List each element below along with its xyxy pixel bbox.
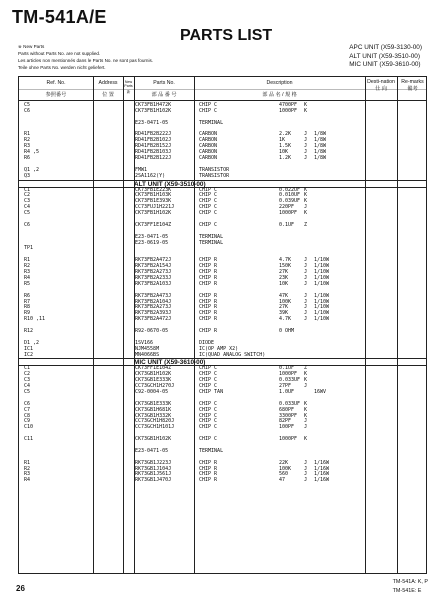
cell-tolerance: J: [304, 269, 308, 276]
cell-ref-no: R2: [24, 137, 31, 144]
cell-rating: 1/16W: [314, 459, 330, 466]
cell-description: CHIP R: [199, 310, 218, 317]
cell-ref-no: R6: [24, 155, 31, 162]
cell-description: CHIP C: [199, 436, 218, 443]
cell-value: 0.033UF: [279, 400, 301, 407]
cell-value: 82PF: [279, 418, 292, 425]
cell-description: CHIP C: [199, 400, 218, 407]
cell-value: 10K: [279, 280, 289, 287]
cell-description: CHIP R: [199, 327, 218, 334]
cell-ref-no: C1: [24, 186, 31, 193]
table-row: [19, 109, 426, 115]
cell-value: 100K: [279, 465, 292, 472]
cell-rating: 1/10W: [314, 280, 330, 287]
col-remarks: Re-marks 備考: [401, 79, 424, 92]
section-title: MIC UNIT (X59-3610-00): [134, 359, 206, 367]
note-german: Teile ohne Parts No. werden nicht geliefert.: [18, 65, 106, 70]
cell-ref-no: C2: [24, 192, 31, 199]
cell-value: 27K: [279, 269, 289, 276]
cell-rating: 1/10W: [314, 269, 330, 276]
cell-parts-no: E23-0619-05: [135, 239, 169, 246]
section-title: ALT UNIT (X59-3510-00): [134, 180, 206, 188]
cell-value: 100K: [279, 298, 292, 305]
cell-tolerance: Z: [304, 365, 308, 372]
cell-ref-no: R1: [24, 257, 31, 264]
cell-ref-no: R4 ,5: [24, 149, 40, 156]
note-english: Parts without Parts No. are not supplied.: [18, 51, 101, 56]
cell-ref-no: R12: [24, 327, 34, 334]
cell-ref-no: C5: [24, 210, 31, 217]
table-row: [19, 390, 426, 396]
cell-parts-no: CK73FB1E223K: [135, 186, 172, 193]
cell-tolerance: J: [304, 310, 308, 317]
table-row: [19, 223, 426, 229]
cell-description: TERMINAL: [199, 447, 224, 454]
cell-value: 680PF: [279, 406, 295, 413]
cell-parts-no: RK73FB2A472J: [135, 257, 172, 264]
cell-value: 47: [279, 477, 286, 484]
cell-tolerance: K: [304, 107, 308, 114]
cell-parts-no: C92-0004-05: [135, 388, 169, 395]
cell-rating: 1/10W: [314, 257, 330, 264]
col-description: Description 部 品 名 / 規 格: [262, 80, 297, 98]
cell-parts-no: CC73GCH1H820J: [135, 418, 175, 425]
cell-parts-no: FMW1: [135, 166, 148, 173]
col-new-parts: New Parts 新: [124, 80, 133, 94]
table-row: [19, 329, 426, 335]
cell-ref-no: R3: [24, 471, 31, 478]
cell-tolerance: J: [304, 465, 308, 472]
cell-description: CARBON: [199, 137, 218, 144]
cell-ref-no: C9: [24, 418, 31, 425]
cell-tolerance: J: [304, 304, 308, 311]
note-french: Les articles non mentionnés dans le Parts No. ne sont pas fournis.: [18, 58, 154, 63]
cell-value: 1000PF: [279, 210, 298, 217]
model-variants: [393, 578, 428, 596]
page-number: 26: [16, 584, 25, 593]
cell-ref-no: C1: [24, 365, 31, 372]
cell-parts-no: RK73FB2A472J: [135, 316, 172, 323]
cell-value: 3300PF: [279, 412, 298, 419]
cell-rating: 1/16W: [314, 465, 330, 472]
table-row: [19, 449, 426, 455]
cell-parts-no: RK73GB1J223J: [135, 459, 172, 466]
cell-description: CHIP TAN: [199, 388, 224, 395]
cell-parts-no: E23-0471-05: [135, 119, 169, 126]
unit-list: [349, 44, 422, 70]
cell-tolerance: J: [304, 459, 308, 466]
table-row: [19, 211, 426, 217]
cell-rating: 1/8W: [314, 131, 327, 138]
cell-description: TERMINAL: [199, 239, 224, 246]
cell-ref-no: C8: [24, 412, 31, 419]
cell-description: CHIP C: [199, 406, 218, 413]
cell-ref-no: Q1 ,2: [24, 166, 40, 173]
cell-description: DIODE: [199, 339, 215, 346]
cell-description: CHIP R: [199, 459, 218, 466]
table-row: [19, 425, 426, 431]
cell-value: 10K: [279, 149, 289, 156]
cell-ref-no: C4: [24, 204, 31, 211]
cell-ref-no: C5: [24, 102, 31, 108]
table-row: [19, 437, 426, 443]
cell-value: 1.2K: [279, 155, 292, 162]
cell-ref-no: TP1: [24, 245, 34, 252]
cell-value: 1.5K: [279, 143, 292, 150]
col-ref-no: Ref. No. 参照番号: [45, 80, 67, 98]
cell-ref-no: IC1: [24, 345, 34, 352]
unit-alt: ALT UNIT (X59-3510-00): [349, 52, 420, 60]
cell-parts-no: MN4066BS: [135, 351, 160, 358]
cell-description: CHIP C: [199, 210, 218, 217]
cell-ref-no: R1: [24, 459, 31, 466]
cell-parts-no: E23-0471-05: [135, 447, 169, 454]
cell-value: 1000PF: [279, 107, 298, 114]
cell-description: CARBON: [199, 131, 218, 138]
cell-ref-no: Q3: [24, 172, 31, 179]
cell-tolerance: K: [304, 102, 308, 108]
cell-description: CARBON: [199, 155, 218, 162]
cell-description: CHIP C: [199, 192, 218, 199]
cell-value: 22K: [279, 459, 289, 466]
table-row: [19, 282, 426, 288]
cell-value: 0.010UF: [279, 192, 301, 199]
cell-description: CHIP C: [199, 377, 218, 384]
cell-parts-no: RD41FB2B152J: [135, 143, 172, 150]
cell-value: 0 OHM: [279, 327, 295, 334]
cell-parts-no: CK73FF1E104Z: [135, 365, 172, 372]
cell-ref-no: R4: [24, 477, 31, 484]
cell-description: IC(QUAD ANALOG SWITCH): [199, 351, 266, 358]
cell-description: CHIP C: [199, 365, 218, 372]
cell-ref-no: C10: [24, 424, 34, 431]
cell-parts-no: RK73FB2A103J: [135, 280, 172, 287]
cell-rating: 1/10W: [314, 274, 330, 281]
cell-ref-no: R10 ,11: [24, 316, 46, 323]
cell-tolerance: Z: [304, 221, 308, 228]
cell-tolerance: K: [304, 436, 308, 443]
cell-rating: 1/8W: [314, 155, 327, 162]
cell-parts-no: RK73FB2A233J: [135, 274, 172, 281]
col-destination: Desti-nation 仕 向: [367, 79, 395, 92]
table-row: [19, 121, 426, 127]
cell-value: 0.1UF: [279, 365, 295, 372]
cell-parts-no: CK73GB1H681K: [135, 406, 172, 413]
cell-tolerance: J: [304, 274, 308, 281]
cell-parts-no: CK73GB1E333K: [135, 400, 172, 407]
cell-parts-no: CK73FB1E393K: [135, 198, 172, 205]
cell-ref-no: R2: [24, 263, 31, 270]
parts-table: [18, 76, 427, 574]
cell-ref-no: C6: [24, 400, 31, 407]
cell-tolerance: K: [304, 371, 308, 378]
section-header: [19, 180, 426, 188]
cell-description: TERMINAL: [199, 233, 224, 240]
cell-description: CHIP R: [199, 257, 218, 264]
cell-description: CHIP R: [199, 269, 218, 276]
cell-value: 560: [279, 471, 289, 478]
cell-value: 4700PF: [279, 102, 298, 108]
cell-parts-no: RK73FB2A273J: [135, 304, 172, 311]
unit-apc: APC UNIT (X59-3130-00): [349, 44, 422, 51]
cell-value: 150K: [279, 263, 292, 270]
cell-description: CHIP C: [199, 371, 218, 378]
cell-rating: 1/8W: [314, 149, 327, 156]
cell-parts-no: CK73FB1H102K: [135, 210, 172, 217]
cell-parts-no: RD41FB2B222J: [135, 131, 172, 138]
cell-ref-no: C6: [24, 221, 31, 228]
table-body: [19, 103, 426, 484]
cell-tolerance: J: [304, 418, 308, 425]
cell-ref-no: IC2: [24, 351, 34, 358]
cell-parts-no: CK73GB1H102K: [135, 371, 172, 378]
cell-parts-no: CK73GB1H102K: [135, 436, 172, 443]
cell-description: TERMINAL: [199, 119, 224, 126]
cell-parts-no: NJM4558M: [135, 345, 160, 352]
cell-rating: 1/8W: [314, 137, 327, 144]
cell-tolerance: J: [304, 292, 308, 299]
cell-description: CHIP C: [199, 204, 218, 211]
cell-tolerance: J: [304, 149, 308, 156]
col-parts-no: Parts No. 部 品 番 号: [151, 80, 177, 98]
cell-ref-no: C6: [24, 107, 31, 114]
cell-parts-no: CK73FB1H102K: [135, 107, 172, 114]
cell-ref-no: R4: [24, 274, 31, 281]
cell-ref-no: R2: [24, 465, 31, 472]
cell-description: CHIP R: [199, 298, 218, 305]
cell-ref-no: R6: [24, 292, 31, 299]
cell-ref-no: R3: [24, 143, 31, 150]
cell-tolerance: K: [304, 192, 308, 199]
cell-value: 2.2K: [279, 131, 292, 138]
cell-parts-no: RD41FB2B103J: [135, 149, 172, 156]
cell-ref-no: R8: [24, 304, 31, 311]
cell-tolerance: K: [304, 406, 308, 413]
cell-ref-no: C2: [24, 371, 31, 378]
cell-parts-no: CK73FB1H103K: [135, 192, 172, 199]
cell-parts-no: 2SA1162(Y): [135, 172, 166, 179]
cell-tolerance: K: [304, 210, 308, 217]
cell-description: CHIP R: [199, 477, 218, 484]
cell-parts-no: RK73FB2A154J: [135, 263, 172, 270]
cell-tolerance: J: [304, 137, 308, 144]
cell-ref-no: C3: [24, 377, 31, 384]
cell-description: CHIP R: [199, 274, 218, 281]
cell-ref-no: R7: [24, 298, 31, 305]
cell-ref-no: R3: [24, 269, 31, 276]
cell-description: CHIP C: [199, 424, 218, 431]
cell-description: CHIP R: [199, 465, 218, 472]
cell-rating: 1/10W: [314, 304, 330, 311]
cell-description: CHIP R: [199, 316, 218, 323]
cell-value: 27PF: [279, 383, 292, 390]
cell-tolerance: J: [304, 383, 308, 390]
cell-ref-no: R5: [24, 280, 31, 287]
cell-ref-no: R9: [24, 310, 31, 317]
cell-description: CHIP C: [199, 107, 218, 114]
cell-tolerance: J: [304, 131, 308, 138]
table-row: [19, 317, 426, 323]
cell-description: CHIP C: [199, 412, 218, 419]
cell-tolerance: K: [304, 198, 308, 205]
cell-value: 4.7K: [279, 257, 292, 264]
cell-parts-no: CK73FF1E104Z: [135, 221, 172, 228]
model-title: TM-541A/E: [12, 7, 107, 27]
cell-parts-no: CK73GB1H332K: [135, 412, 172, 419]
cell-parts-no: RK73FB2A473J: [135, 292, 172, 299]
cell-tolerance: J: [304, 298, 308, 305]
cell-parts-no: RK73FB2A393J: [135, 310, 172, 317]
cell-rating: 1/10W: [314, 263, 330, 270]
cell-parts-no: CC73GCH1H270J: [135, 383, 175, 390]
cell-description: CHIP C: [199, 186, 218, 193]
table-row: [19, 156, 426, 162]
cell-description: CHIP R: [199, 292, 218, 299]
cell-description: TRANSISTOR: [199, 172, 230, 179]
variant-a: TM-541A: K, P: [392, 579, 428, 585]
cell-tolerance: K: [304, 377, 308, 384]
cell-description: CHIP R: [199, 280, 218, 287]
cell-parts-no: RK73GB1J104J: [135, 465, 172, 472]
cell-description: TRANSISTOR: [199, 166, 230, 173]
cell-ref-no: C3: [24, 198, 31, 205]
cell-rating: 1/16W: [314, 477, 330, 484]
cell-value: 1K: [279, 137, 286, 144]
cell-parts-no: CC73GCH1H101J: [135, 424, 175, 431]
cell-rating: 1/10W: [314, 310, 330, 317]
cell-value: 1.0UF: [279, 388, 295, 395]
cell-tolerance: J: [304, 155, 308, 162]
cell-value: 47K: [279, 292, 289, 299]
cell-value: 23K: [279, 274, 289, 281]
cell-description: CHIP C: [199, 418, 218, 425]
cell-description: CHIP C: [199, 221, 218, 228]
page-title: PARTS LIST: [180, 27, 273, 44]
cell-parts-no: RD41FB2B102J: [135, 137, 172, 144]
cell-rating: 16WV: [314, 388, 327, 395]
cell-parts-no: RK73FB2A273J: [135, 269, 172, 276]
cell-description: CHIP C: [199, 102, 218, 108]
table-row: [19, 478, 426, 484]
col-address: Address 位 置: [98, 80, 118, 98]
cell-tolerance: K: [304, 400, 308, 407]
cell-value: 4.7K: [279, 316, 292, 323]
cell-description: CHIP R: [199, 304, 218, 311]
cell-rating: 1/10W: [314, 292, 330, 299]
cell-value: 0.1UF: [279, 221, 295, 228]
cell-description: CHIP R: [199, 471, 218, 478]
cell-description: CHIP R: [199, 263, 218, 270]
cell-tolerance: J: [304, 424, 308, 431]
cell-parts-no: E23-0471-05: [135, 233, 169, 240]
cell-parts-no: 1SV166: [135, 339, 154, 346]
cell-parts-no: RK73GB1J470J: [135, 477, 172, 484]
cell-parts-no: R92-0670-05: [135, 327, 169, 334]
cell-value: 1000PF: [279, 371, 298, 378]
cell-tolerance: J: [304, 316, 308, 323]
cell-value: 0.022UF: [279, 186, 301, 193]
cell-tolerance: J: [304, 263, 308, 270]
cell-ref-no: C11: [24, 436, 34, 443]
variant-e: TM-541E: E: [392, 588, 422, 594]
cell-parts-no: RD41FB2B122J: [135, 155, 172, 162]
cell-tolerance: J: [304, 204, 308, 211]
cell-tolerance: K: [304, 186, 308, 193]
cell-value: 27K: [279, 304, 289, 311]
cell-ref-no: D1 ,2: [24, 339, 40, 346]
cell-description: IC(OP AMP X2): [199, 345, 239, 352]
cell-value: 39K: [279, 310, 289, 317]
cell-value: 0.033UF: [279, 377, 301, 384]
section-header: [19, 358, 426, 366]
cell-tolerance: K: [304, 412, 308, 419]
cell-ref-no: R1: [24, 131, 31, 138]
cell-parts-no: RK73GB1J561J: [135, 471, 172, 478]
cell-description: CARBON: [199, 143, 218, 150]
cell-description: CHIP C: [199, 383, 218, 390]
note-new-parts: ※ New Parts: [18, 44, 45, 49]
cell-rating: 1/16W: [314, 471, 330, 478]
cell-parts-no: CC73FUJ1H221J: [135, 204, 175, 211]
cell-description: CARBON: [199, 149, 218, 156]
table-row: [19, 246, 426, 252]
cell-parts-no: CK73GB1E333K: [135, 377, 172, 384]
cell-tolerance: J: [304, 477, 308, 484]
cell-parts-no: CK73FB1H472K: [135, 102, 172, 108]
cell-ref-no: C7: [24, 406, 31, 413]
cell-value: 100PF: [279, 424, 295, 431]
cell-tolerance: J: [304, 471, 308, 478]
cell-ref-no: C5: [24, 388, 31, 395]
cell-value: 1000PF: [279, 436, 298, 443]
unit-mic: MIC UNIT (X59-3610-00): [349, 61, 421, 69]
parts-notes: [18, 43, 153, 71]
cell-description: CHIP C: [199, 198, 218, 205]
cell-tolerance: J: [304, 143, 308, 150]
cell-value: 220PF: [279, 204, 295, 211]
cell-rating: 1/8W: [314, 143, 327, 150]
cell-rating: 1/10W: [314, 316, 330, 323]
cell-tolerance: J: [304, 257, 308, 264]
cell-rating: 1/10W: [314, 298, 330, 305]
cell-parts-no: RK73FB2A104J: [135, 298, 172, 305]
cell-ref-no: C4: [24, 383, 31, 390]
cell-tolerance: J: [304, 280, 308, 287]
cell-value: 0.039UF: [279, 198, 301, 205]
